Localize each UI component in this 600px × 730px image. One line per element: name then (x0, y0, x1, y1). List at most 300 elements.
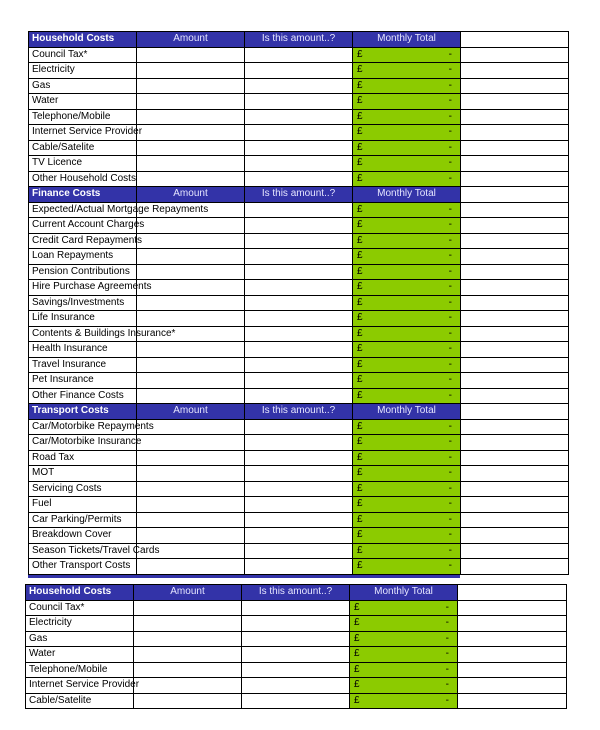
monthly-total-cell[interactable] (353, 47, 461, 63)
amount-cell[interactable] (137, 435, 245, 451)
monthly-total-cell[interactable] (353, 373, 461, 389)
amount-cell[interactable] (137, 512, 245, 528)
amount-cell[interactable] (137, 450, 245, 466)
monthly-total-cell[interactable] (353, 78, 461, 94)
monthly-total-cell[interactable] (353, 357, 461, 373)
amount-cell[interactable] (137, 140, 245, 156)
blank-cell[interactable] (461, 295, 569, 311)
table-row (26, 647, 567, 663)
blank-cell[interactable] (461, 171, 569, 187)
total-value: - (448, 544, 452, 556)
expense-label: Credit Card Repayments (29, 233, 137, 249)
blank-cell[interactable] (461, 233, 569, 249)
monthly-total-cell[interactable] (350, 600, 458, 616)
blank-cell[interactable] (461, 388, 569, 404)
table-row (26, 631, 567, 647)
expense-label: Gas (29, 78, 137, 94)
total-value: - (448, 296, 452, 308)
monthly-total-cell[interactable] (353, 512, 461, 528)
total-value: - (448, 281, 452, 292)
expense-label: Servicing Costs (29, 481, 137, 497)
frequency-cell[interactable] (245, 63, 353, 79)
monthly-total-cell[interactable] (353, 326, 461, 342)
total-value: - (448, 374, 452, 385)
expense-label: Contents & Buildings Insurance* (29, 326, 137, 342)
budget-sheet-page-1 (28, 31, 569, 575)
amount-cell[interactable] (137, 497, 245, 513)
expense-label: Road Tax (29, 450, 137, 466)
frequency-cell[interactable] (245, 512, 353, 528)
expense-label: Water (26, 647, 134, 663)
monthly-total-cell[interactable] (353, 140, 461, 156)
monthly-total-cell[interactable] (353, 63, 461, 79)
monthly-total-cell[interactable] (353, 233, 461, 249)
frequency-cell[interactable] (242, 631, 350, 647)
currency-symbol: £ (357, 436, 363, 447)
table-row (29, 419, 569, 435)
amount-cell[interactable] (134, 647, 242, 663)
total-value: - (448, 312, 452, 323)
currency-symbol: £ (357, 482, 363, 494)
total-value: - (445, 694, 449, 706)
blank-cell[interactable] (461, 63, 569, 79)
amount-cell[interactable] (137, 171, 245, 187)
blank-cell[interactable] (461, 512, 569, 528)
amount-cell[interactable] (134, 693, 242, 709)
currency-symbol: £ (357, 234, 363, 246)
frequency-cell[interactable] (245, 78, 353, 94)
monthly-total-cell[interactable] (350, 647, 458, 663)
amount-cell[interactable] (137, 357, 245, 373)
blank-cell[interactable] (458, 631, 567, 647)
table-row (29, 311, 569, 327)
blank-cell[interactable] (461, 528, 569, 544)
frequency-cell[interactable] (245, 481, 353, 497)
table-row (29, 171, 569, 187)
amount-column-header: Amount (137, 404, 245, 420)
sheet1-body (29, 32, 569, 575)
blank-cell[interactable] (461, 202, 569, 218)
frequency-cell[interactable] (245, 342, 353, 358)
table-row (29, 481, 569, 497)
amount-cell[interactable] (137, 373, 245, 389)
total-value: - (448, 343, 452, 354)
frequency-cell[interactable] (242, 616, 350, 632)
blank-cell[interactable] (461, 94, 569, 110)
monthly-total-cell[interactable] (353, 295, 461, 311)
blank-cell[interactable] (461, 218, 569, 234)
monthly-total-cell[interactable] (350, 662, 458, 678)
monthly-total-cell[interactable] (350, 693, 458, 709)
blank-cell[interactable] (461, 326, 569, 342)
amount-cell[interactable] (137, 280, 245, 296)
blank-cell[interactable] (461, 497, 569, 513)
blank-cell[interactable] (461, 311, 569, 327)
expense-label: Internet Service Provider (26, 678, 134, 694)
expense-label: Pension Contributions (29, 264, 137, 280)
monthly-total-cell[interactable] (353, 435, 461, 451)
blank-cell[interactable] (461, 78, 569, 94)
expense-label: MOT (29, 466, 137, 482)
table-row (29, 249, 569, 265)
amount-cell[interactable] (137, 109, 245, 125)
table-row (29, 497, 569, 513)
monthly-total-cell[interactable] (350, 631, 458, 647)
frequency-cell[interactable] (245, 280, 353, 296)
monthly-total-cell[interactable] (353, 202, 461, 218)
frequency-cell[interactable] (245, 528, 353, 544)
currency-symbol: £ (357, 513, 363, 525)
total-value: - (448, 482, 452, 494)
expense-label: Electricity (29, 63, 137, 79)
blank-cell[interactable] (461, 264, 569, 280)
monthly-total-cell[interactable] (353, 218, 461, 234)
amount-cell[interactable] (134, 678, 242, 694)
amount-cell[interactable] (137, 342, 245, 358)
budget-sheet-page-2 (25, 584, 567, 709)
blank-cell[interactable] (461, 373, 569, 389)
currency-symbol: £ (357, 560, 363, 571)
blank-cell[interactable] (461, 342, 569, 358)
table-row (29, 280, 569, 296)
expense-label: Council Tax* (26, 600, 134, 616)
blank-cell[interactable] (461, 543, 569, 559)
total-value: - (448, 234, 452, 246)
amount-cell[interactable] (137, 63, 245, 79)
expense-label: Hire Purchase Agreements (29, 280, 137, 296)
table-row (29, 109, 569, 125)
total-value: - (448, 219, 452, 230)
frequency-cell[interactable] (245, 450, 353, 466)
table-row (29, 125, 569, 141)
is-this-amount-column-header: Is this amount..? (245, 32, 353, 48)
blank-cell[interactable] (461, 280, 569, 296)
frequency-cell[interactable] (245, 295, 353, 311)
amount-cell[interactable] (137, 466, 245, 482)
total-value: - (448, 327, 452, 339)
blank-cell[interactable] (461, 559, 569, 575)
monthly-total-cell[interactable] (353, 388, 461, 404)
table-row (29, 543, 569, 559)
frequency-cell[interactable] (245, 497, 353, 513)
expense-label: Fuel (29, 497, 137, 513)
cut-off-header-row (28, 575, 460, 578)
blank-cell[interactable] (461, 249, 569, 265)
blank-cell[interactable] (461, 109, 569, 125)
expense-label: Council Tax* (29, 47, 137, 63)
amount-cell[interactable] (137, 481, 245, 497)
amount-cell[interactable] (134, 631, 242, 647)
total-value: - (448, 358, 452, 370)
currency-symbol: £ (357, 343, 363, 354)
blank-header-cell (461, 404, 569, 420)
expense-label: Electricity (26, 616, 134, 632)
table-row (29, 373, 569, 389)
total-value: - (448, 110, 452, 122)
table-row (29, 528, 569, 544)
frequency-cell[interactable] (245, 109, 353, 125)
amount-cell[interactable] (134, 616, 242, 632)
table-row (29, 233, 569, 249)
currency-symbol: £ (354, 663, 360, 675)
expense-label: Life Insurance (29, 311, 137, 327)
total-value: - (445, 617, 449, 628)
expense-label: Internet Service Provider (29, 125, 137, 141)
frequency-cell[interactable] (245, 559, 353, 575)
blank-cell[interactable] (461, 419, 569, 435)
blank-cell[interactable] (461, 125, 569, 141)
frequency-cell[interactable] (242, 662, 350, 678)
monthly-total-cell[interactable] (353, 481, 461, 497)
table-row (26, 600, 567, 616)
expense-label: Car/Motorbike Repayments (29, 419, 137, 435)
amount-column-header: Amount (137, 187, 245, 203)
blank-cell[interactable] (461, 47, 569, 63)
total-value: - (448, 126, 452, 137)
table-row (26, 678, 567, 694)
table-row (29, 435, 569, 451)
total-value: - (448, 172, 452, 184)
blank-cell[interactable] (461, 481, 569, 497)
currency-symbol: £ (357, 281, 363, 292)
table-row (29, 140, 569, 156)
expense-label: Savings/Investments (29, 295, 137, 311)
currency-symbol: £ (357, 250, 363, 261)
is-this-amount-column-header: Is this amount..? (245, 187, 353, 203)
section-title: Finance Costs (29, 187, 137, 203)
total-value: - (448, 64, 452, 75)
currency-symbol: £ (357, 172, 363, 184)
amount-cell[interactable] (137, 249, 245, 265)
monthly-total-cell[interactable] (353, 466, 461, 482)
amount-cell[interactable] (137, 156, 245, 172)
currency-symbol: £ (357, 48, 363, 60)
currency-symbol: £ (357, 141, 363, 153)
blank-cell[interactable] (461, 435, 569, 451)
frequency-cell[interactable] (245, 435, 353, 451)
total-value: - (448, 420, 452, 432)
currency-symbol: £ (357, 420, 363, 432)
frequency-cell[interactable] (245, 94, 353, 110)
frequency-cell[interactable] (245, 125, 353, 141)
monthly-total-cell[interactable] (350, 678, 458, 694)
expense-label: Breakdown Cover (29, 528, 137, 544)
table-row (29, 94, 569, 110)
frequency-cell[interactable] (245, 140, 353, 156)
currency-symbol: £ (357, 389, 363, 401)
frequency-cell[interactable] (242, 678, 350, 694)
table-row (29, 202, 569, 218)
currency-symbol: £ (354, 694, 360, 706)
amount-cell[interactable] (137, 47, 245, 63)
blank-cell[interactable] (458, 600, 567, 616)
blank-cell[interactable] (458, 647, 567, 663)
amount-cell[interactable] (134, 600, 242, 616)
total-value: - (448, 203, 452, 215)
monthly-total-cell[interactable] (353, 125, 461, 141)
expense-label: Other Household Costs (29, 171, 137, 187)
total-value: - (448, 157, 452, 168)
blank-cell[interactable] (458, 662, 567, 678)
amount-cell[interactable] (137, 94, 245, 110)
monthly-total-cell[interactable] (353, 249, 461, 265)
amount-cell[interactable] (137, 295, 245, 311)
total-value: - (448, 498, 452, 509)
expense-label: Current Account Charges (29, 218, 137, 234)
frequency-cell[interactable] (245, 156, 353, 172)
currency-symbol: £ (357, 95, 363, 106)
expense-label: Season Tickets/Travel Cards (29, 543, 137, 559)
frequency-cell[interactable] (245, 419, 353, 435)
is-this-amount-column-header: Is this amount..? (245, 404, 353, 420)
section-header-row (26, 585, 567, 601)
table-row (29, 156, 569, 172)
currency-symbol: £ (357, 64, 363, 75)
amount-cell[interactable] (137, 78, 245, 94)
amount-cell[interactable] (137, 311, 245, 327)
currency-symbol: £ (357, 203, 363, 215)
total-value: - (448, 467, 452, 478)
frequency-cell[interactable] (245, 311, 353, 327)
monthly-total-cell[interactable] (353, 497, 461, 513)
monthly-total-cell[interactable] (350, 616, 458, 632)
amount-cell[interactable] (137, 218, 245, 234)
frequency-cell[interactable] (242, 647, 350, 663)
table-row (29, 218, 569, 234)
amount-cell[interactable] (137, 559, 245, 575)
frequency-cell[interactable] (245, 326, 353, 342)
currency-symbol: £ (357, 312, 363, 323)
section-header-row (29, 32, 569, 48)
monthly-total-cell[interactable] (353, 264, 461, 280)
currency-symbol: £ (357, 79, 363, 91)
section-title: Transport Costs (29, 404, 137, 420)
currency-symbol: £ (354, 617, 360, 628)
monthly-total-cell[interactable] (353, 109, 461, 125)
total-value: - (448, 389, 452, 401)
blank-header-cell (461, 32, 569, 48)
section-title: Household Costs (29, 32, 137, 48)
table-row (29, 466, 569, 482)
table-row (29, 295, 569, 311)
total-value: - (448, 513, 452, 525)
currency-symbol: £ (357, 327, 363, 339)
frequency-cell[interactable] (245, 373, 353, 389)
amount-cell[interactable] (137, 528, 245, 544)
table-row (29, 63, 569, 79)
table-row (29, 357, 569, 373)
currency-symbol: £ (357, 467, 363, 478)
monthly-total-cell[interactable] (353, 559, 461, 575)
expense-label: Gas (26, 631, 134, 647)
currency-symbol: £ (357, 544, 363, 556)
currency-symbol: £ (357, 157, 363, 168)
amount-cell[interactable] (137, 233, 245, 249)
is-this-amount-column-header: Is this amount..? (242, 585, 350, 601)
blank-cell[interactable] (461, 140, 569, 156)
blank-cell[interactable] (461, 466, 569, 482)
frequency-cell[interactable] (245, 466, 353, 482)
currency-symbol: £ (357, 498, 363, 509)
expense-label: Loan Repayments (29, 249, 137, 265)
frequency-cell[interactable] (245, 171, 353, 187)
monthly-total-column-header: Monthly Total (353, 404, 461, 420)
monthly-total-cell[interactable] (353, 311, 461, 327)
amount-cell[interactable] (137, 388, 245, 404)
currency-symbol: £ (357, 219, 363, 230)
monthly-total-cell[interactable] (353, 342, 461, 358)
blank-cell[interactable] (461, 357, 569, 373)
sheet2-body (26, 585, 567, 709)
expense-label: Telephone/Mobile (29, 109, 137, 125)
frequency-cell[interactable] (245, 264, 353, 280)
expense-label: TV Licence (29, 156, 137, 172)
frequency-cell[interactable] (245, 233, 353, 249)
frequency-cell[interactable] (245, 249, 353, 265)
table-row (29, 342, 569, 358)
blank-header-cell (458, 585, 567, 601)
frequency-cell[interactable] (245, 218, 353, 234)
table-row (29, 512, 569, 528)
monthly-total-cell[interactable] (353, 156, 461, 172)
blank-cell[interactable] (461, 450, 569, 466)
amount-cell[interactable] (134, 662, 242, 678)
frequency-cell[interactable] (245, 388, 353, 404)
total-value: - (448, 141, 452, 153)
expense-label: Cable/Satelite (26, 693, 134, 709)
blank-cell[interactable] (458, 616, 567, 632)
frequency-cell[interactable] (245, 202, 353, 218)
monthly-total-cell[interactable] (353, 94, 461, 110)
monthly-total-cell[interactable] (353, 450, 461, 466)
frequency-cell[interactable] (242, 693, 350, 709)
monthly-total-cell[interactable] (353, 528, 461, 544)
total-value: - (448, 250, 452, 261)
total-value: - (448, 560, 452, 571)
expense-label: Expected/Actual Mortgage Repayments (29, 202, 137, 218)
expense-label: Pet Insurance (29, 373, 137, 389)
blank-cell[interactable] (458, 678, 567, 694)
section-header-row (29, 187, 569, 203)
monthly-total-cell[interactable] (353, 280, 461, 296)
monthly-total-column-header: Monthly Total (353, 32, 461, 48)
monthly-total-cell[interactable] (353, 419, 461, 435)
blank-cell[interactable] (461, 156, 569, 172)
frequency-cell[interactable] (242, 600, 350, 616)
monthly-total-column-header: Monthly Total (350, 585, 458, 601)
frequency-cell[interactable] (245, 543, 353, 559)
table-row (29, 47, 569, 63)
frequency-cell[interactable] (245, 357, 353, 373)
table-row (26, 662, 567, 678)
total-value: - (448, 265, 452, 277)
blank-cell[interactable] (458, 693, 567, 709)
expense-label: Water (29, 94, 137, 110)
expense-label: Cable/Satelite (29, 140, 137, 156)
monthly-total-cell[interactable] (353, 171, 461, 187)
amount-cell[interactable] (137, 125, 245, 141)
total-value: - (448, 529, 452, 540)
expense-label: Car Parking/Permits (29, 512, 137, 528)
currency-symbol: £ (357, 358, 363, 370)
currency-symbol: £ (354, 679, 360, 690)
table-row (29, 388, 569, 404)
amount-cell[interactable] (137, 264, 245, 280)
total-value: - (448, 95, 452, 106)
monthly-total-cell[interactable] (353, 543, 461, 559)
frequency-cell[interactable] (245, 47, 353, 63)
total-value: - (448, 48, 452, 60)
